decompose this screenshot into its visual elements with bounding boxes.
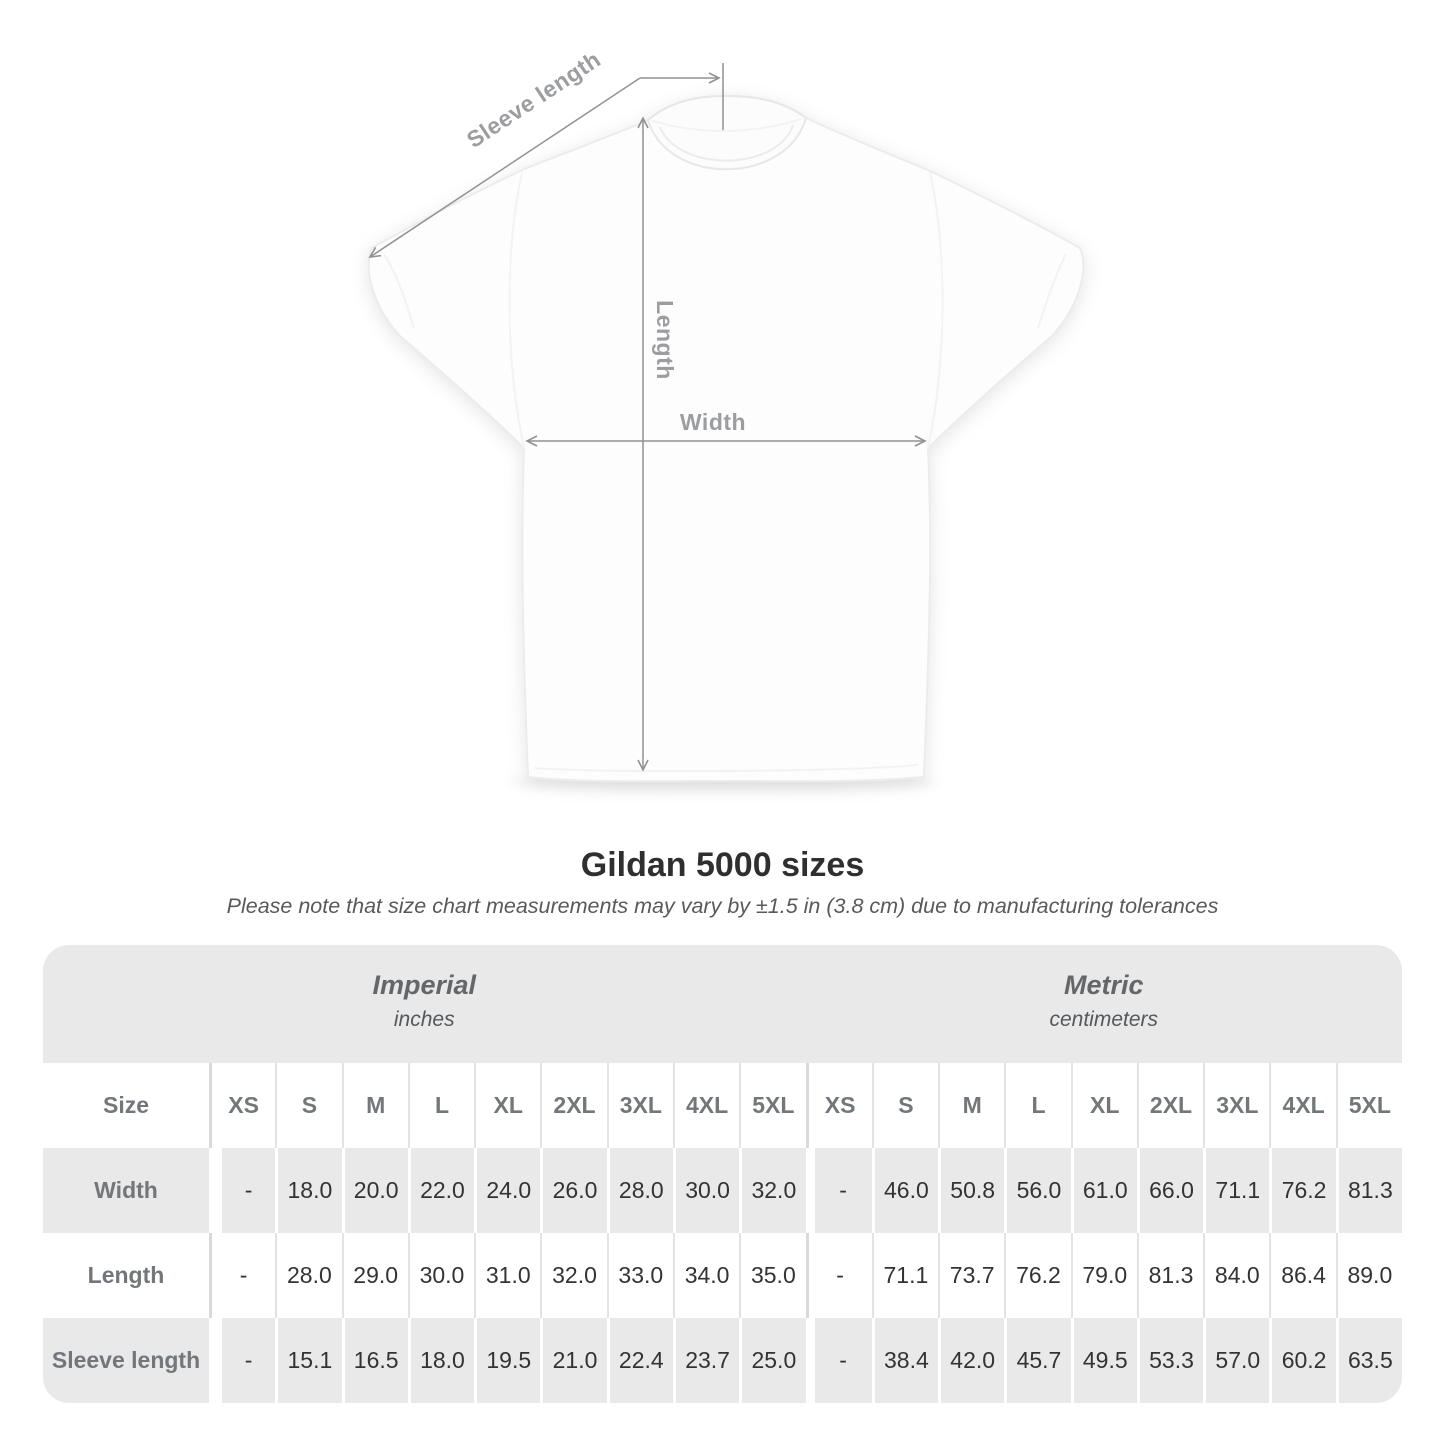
table-cell: 50.8: [938, 1148, 1004, 1233]
table-cell: 18.0: [275, 1148, 341, 1233]
size-col: M: [938, 1063, 1004, 1148]
size-col: S: [872, 1063, 938, 1148]
table-cell: -: [806, 1148, 872, 1233]
table-cell: 53.3: [1137, 1318, 1203, 1403]
row-label: Width: [94, 1177, 158, 1203]
table-cell: 76.2: [1269, 1148, 1335, 1233]
size-col: XL: [1071, 1063, 1137, 1148]
size-col: XS: [209, 1063, 275, 1148]
imperial-header: [43, 945, 806, 1063]
row-label: Sleeve length: [51, 1347, 201, 1373]
table-cell: 19.5: [474, 1318, 540, 1403]
page-title: Gildan 5000 sizes: [580, 846, 865, 884]
table-cell: 71.1: [1203, 1148, 1269, 1233]
size-col: 4XL: [673, 1063, 739, 1148]
table-cell: 24.0: [474, 1148, 540, 1233]
table-cell: -: [209, 1148, 275, 1233]
metric-header: [806, 945, 1403, 1063]
sleeve-length-label: Sleeve length: [461, 45, 606, 153]
table-cell: 73.7: [938, 1233, 1004, 1318]
table-cell: 28.0: [275, 1233, 341, 1318]
table-cell: 32.0: [540, 1233, 606, 1318]
size-col: XS: [806, 1063, 872, 1148]
size-col: L: [1004, 1063, 1070, 1148]
size-col: 3XL: [1203, 1063, 1269, 1148]
length-row: [43, 1233, 1402, 1318]
length-label: Length: [652, 300, 678, 380]
table-cell: 15.1: [275, 1318, 341, 1403]
table-cell: 32.0: [739, 1148, 805, 1233]
size-col: 3XL: [607, 1063, 673, 1148]
size-col: S: [275, 1063, 341, 1148]
size-col: 5XL: [1336, 1063, 1402, 1148]
size-col: 5XL: [739, 1063, 805, 1148]
imperial-unit: inches: [393, 1008, 455, 1031]
table-cell: 76.2: [1004, 1233, 1070, 1318]
table-cell: 18.0: [408, 1318, 474, 1403]
size-header-row: [43, 1063, 1402, 1148]
imperial-title: Imperial: [372, 970, 477, 1000]
size-col: M: [342, 1063, 408, 1148]
table-cell: 81.3: [1137, 1233, 1203, 1318]
table-cell: -: [806, 1233, 872, 1318]
table-cell: 33.0: [607, 1233, 673, 1318]
table-cell: 49.5: [1071, 1318, 1137, 1403]
tolerance-note: Please note that size chart measurements may vary by ±1.5 in (3.8 cm) due to manufacturing tolerances: [226, 894, 1219, 918]
table-cell: 79.0: [1071, 1233, 1137, 1318]
table-cell: 86.4: [1269, 1233, 1335, 1318]
table-cell: 30.0: [673, 1148, 739, 1233]
table-cell: -: [209, 1318, 275, 1403]
width-label: Width: [679, 409, 747, 435]
table-cell: 46.0: [872, 1148, 938, 1233]
size-table: [43, 945, 1402, 1403]
table-cell: 22.4: [607, 1318, 673, 1403]
table-cell: 60.2: [1269, 1318, 1335, 1403]
table-cell: 29.0: [342, 1233, 408, 1318]
table-cell: 28.0: [607, 1148, 673, 1233]
table-cell: 56.0: [1004, 1148, 1070, 1233]
table-cell: 63.5: [1336, 1318, 1402, 1403]
table-cell: 30.0: [408, 1233, 474, 1318]
table-cell: 61.0: [1071, 1148, 1137, 1233]
table-cell: 23.7: [673, 1318, 739, 1403]
table-cell: 89.0: [1336, 1233, 1402, 1318]
size-column-header: Size: [102, 1092, 150, 1118]
table-cell: 22.0: [408, 1148, 474, 1233]
metric-title: Metric: [1063, 970, 1144, 1000]
table-cell: 16.5: [342, 1318, 408, 1403]
table-cell: 38.4: [872, 1318, 938, 1403]
metric-unit: centimeters: [1049, 1008, 1159, 1031]
size-col: 2XL: [1137, 1063, 1203, 1148]
table-cell: 45.7: [1004, 1318, 1070, 1403]
tshirt-image: [369, 96, 1084, 781]
width-row: [43, 1148, 1402, 1233]
size-col: XL: [474, 1063, 540, 1148]
table-cell: -: [806, 1318, 872, 1403]
table-cell: 66.0: [1137, 1148, 1203, 1233]
unit-header-row: [43, 945, 1402, 1063]
row-label: Length: [87, 1262, 165, 1288]
size-col: 4XL: [1269, 1063, 1335, 1148]
size-col: 2XL: [540, 1063, 606, 1148]
table-cell: 84.0: [1203, 1233, 1269, 1318]
table-cell: 25.0: [739, 1318, 805, 1403]
table-cell: 31.0: [474, 1233, 540, 1318]
table-cell: 71.1: [872, 1233, 938, 1318]
table-cell: 21.0: [540, 1318, 606, 1403]
table-cell: 57.0: [1203, 1318, 1269, 1403]
table-cell: -: [209, 1233, 275, 1318]
sleeve-length-row: [43, 1318, 1402, 1403]
table-cell: 20.0: [342, 1148, 408, 1233]
table-cell: 42.0: [938, 1318, 1004, 1403]
table-cell: 35.0: [739, 1233, 805, 1318]
table-cell: 81.3: [1336, 1148, 1402, 1233]
table-cell: 26.0: [540, 1148, 606, 1233]
table-cell: 34.0: [673, 1233, 739, 1318]
size-col: L: [408, 1063, 474, 1148]
